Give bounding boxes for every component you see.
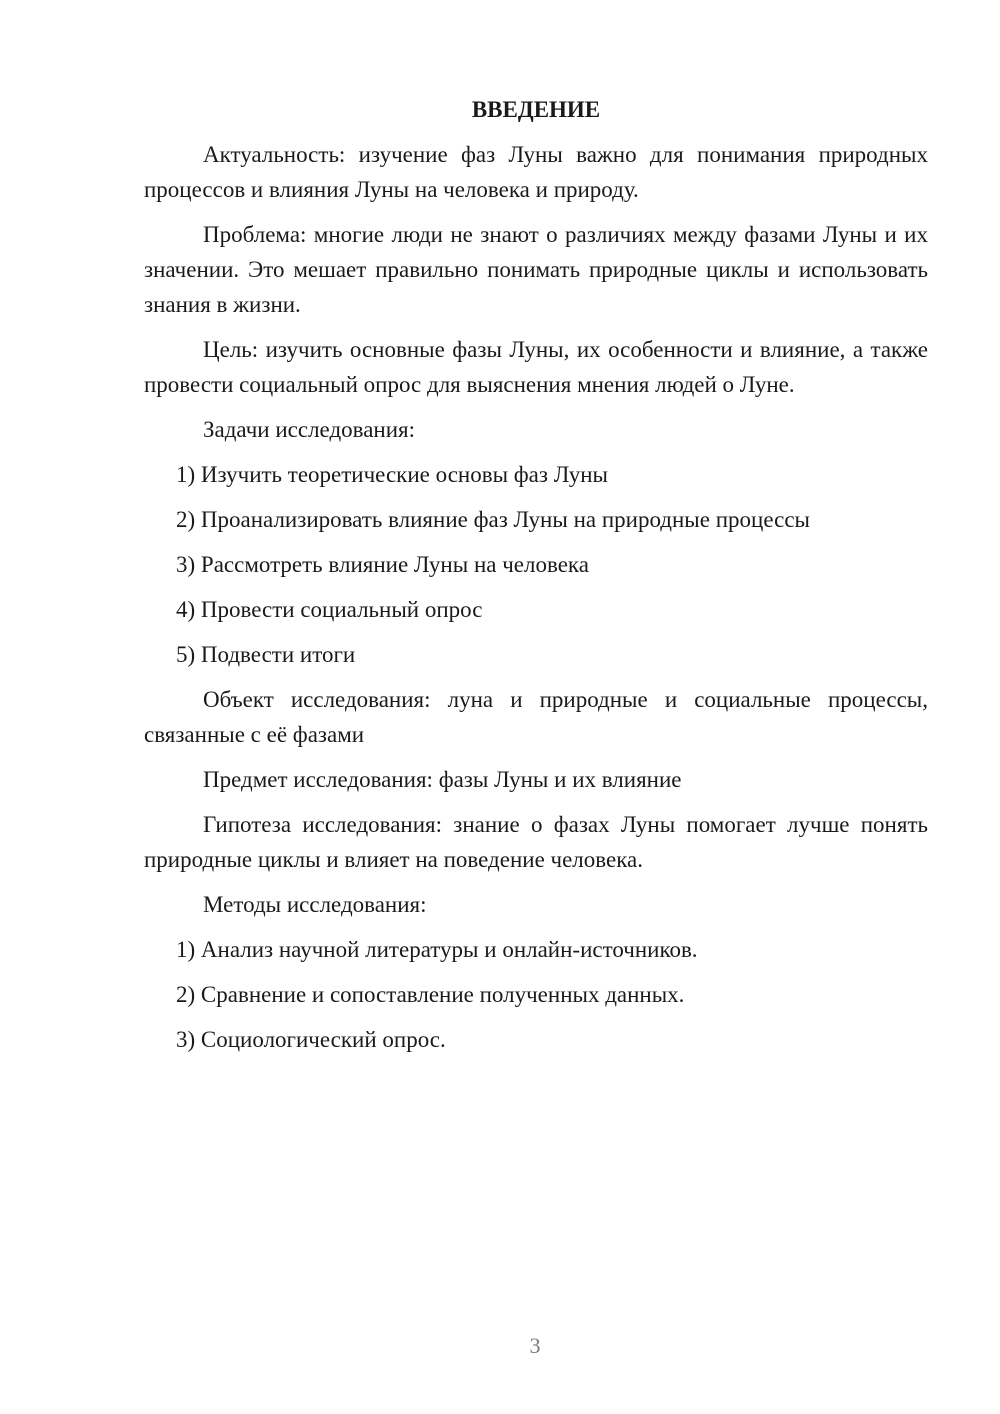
tasks-heading: Задачи исследования: bbox=[203, 417, 416, 442]
list-item: 2) Сравнение и сопоставление полученных данных. bbox=[176, 982, 685, 1007]
paragraph-problem: Проблема: многие люди не знают о различиях между фазами Луны и их значении. Это мешает правильно понимать природные циклы и использовать знания в жизни. bbox=[144, 222, 928, 317]
list-item: 1) Изучить теоретические основы фаз Луны bbox=[176, 462, 609, 487]
page-number: 3 bbox=[529, 1333, 541, 1358]
paragraph-goal: Цель: изучить основные фазы Луны, их особенности и влияние, а также провести социальный опрос для выяснения мнения людей о Луне. bbox=[144, 337, 928, 397]
paragraph-subject: Предмет исследования: фазы Луны и их влияние bbox=[203, 767, 682, 792]
paragraph-relevance: Актуальность: изучение фаз Луны важно для понимания природных процессов и влияния Луны на человека и природу. bbox=[144, 142, 928, 202]
paragraph-hypothesis: Гипотеза исследования: знание о фазах Луны помогает лучше понять природные циклы и влияет на поведение человека. bbox=[144, 812, 928, 872]
list-item: 4) Провести социальный опрос bbox=[176, 597, 483, 622]
paragraph-object: Объект исследования: луна и природные и социальные процессы, связанные с её фазами bbox=[144, 687, 928, 747]
list-item: 5) Подвести итоги bbox=[176, 642, 356, 667]
list-item: 2) Проанализировать влияние фаз Луны на природные процессы bbox=[176, 507, 810, 532]
list-item: 3) Социологический опрос. bbox=[176, 1027, 446, 1052]
page-content bbox=[144, 92, 928, 1057]
list-item: 3) Рассмотреть влияние Луны на человека bbox=[176, 552, 589, 577]
list-item: 1) Анализ научной литературы и онлайн-источников. bbox=[176, 937, 698, 962]
methods-list bbox=[144, 932, 928, 1057]
methods-heading: Методы исследования: bbox=[203, 892, 427, 917]
tasks-list bbox=[144, 457, 928, 672]
section-title: ВВЕДЕНИЕ bbox=[471, 97, 601, 122]
